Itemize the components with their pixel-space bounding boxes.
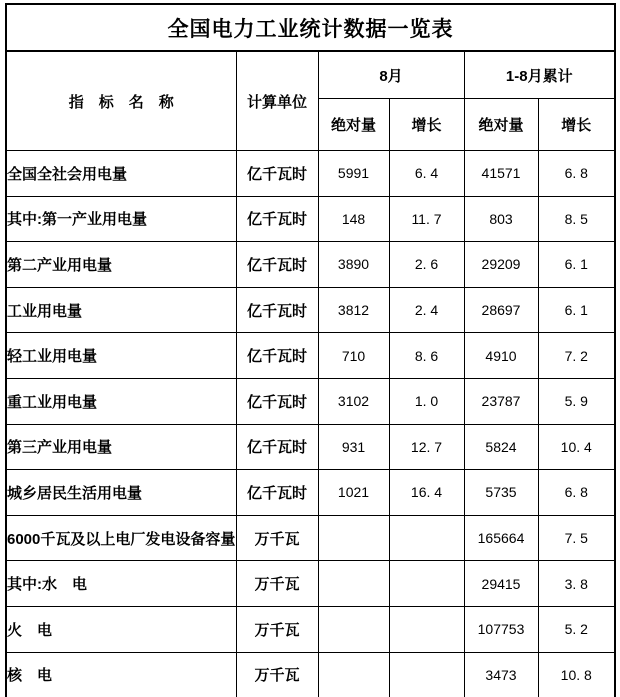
cumulative-growth-cell: 7. 2 <box>538 333 615 379</box>
august-growth-cell: 1. 0 <box>389 378 464 424</box>
table-row <box>6 424 615 470</box>
unit-cell: 亿千瓦时 <box>236 151 318 197</box>
august-growth-cell: 2. 6 <box>389 242 464 288</box>
cumulative-growth-cell: 8. 5 <box>538 196 615 242</box>
indicator-name-cell: 城乡居民生活用电量 <box>6 470 236 516</box>
august-growth-cell: 2. 4 <box>389 287 464 333</box>
august-absolute-cell: 3890 <box>318 242 389 288</box>
august-absolute-cell: 5991 <box>318 151 389 197</box>
unit-cell: 万千瓦 <box>236 652 318 697</box>
cumulative-growth-cell: 6. 1 <box>538 287 615 333</box>
cumulative-absolute-cell: 3473 <box>464 652 538 697</box>
august-growth-cell <box>389 606 464 652</box>
header-cumulative-group: 1-8月累计 <box>464 51 615 99</box>
cumulative-absolute-cell: 23787 <box>464 378 538 424</box>
table-row <box>6 333 615 379</box>
table-row <box>6 652 615 697</box>
table-row <box>6 242 615 288</box>
header-row-groups <box>6 51 615 99</box>
unit-cell: 亿千瓦时 <box>236 333 318 379</box>
cumulative-growth-cell: 5. 9 <box>538 378 615 424</box>
unit-cell: 亿千瓦时 <box>236 378 318 424</box>
table-row <box>6 378 615 424</box>
indicator-name-cell: 火 电 <box>6 606 236 652</box>
august-absolute-cell <box>318 515 389 561</box>
indicator-name-cell: 工业用电量 <box>6 287 236 333</box>
table-title-row <box>6 4 615 51</box>
august-absolute-cell: 148 <box>318 196 389 242</box>
power-statistics-table <box>5 3 616 697</box>
august-growth-cell: 11. 7 <box>389 196 464 242</box>
indicator-name-cell: 全国全社会用电量 <box>6 151 236 197</box>
cumulative-absolute-cell: 5824 <box>464 424 538 470</box>
unit-cell: 万千瓦 <box>236 561 318 607</box>
cumulative-absolute-cell: 5735 <box>464 470 538 516</box>
indicator-name-cell: 第三产业用电量 <box>6 424 236 470</box>
august-growth-cell <box>389 561 464 607</box>
header-august-absolute: 绝对量 <box>318 99 389 151</box>
header-august-group: 8月 <box>318 51 464 99</box>
table-row <box>6 470 615 516</box>
unit-cell: 亿千瓦时 <box>236 196 318 242</box>
table-row <box>6 196 615 242</box>
cumulative-absolute-cell: 28697 <box>464 287 538 333</box>
august-growth-cell: 6. 4 <box>389 151 464 197</box>
indicator-name-cell: 轻工业用电量 <box>6 333 236 379</box>
cumulative-absolute-cell: 41571 <box>464 151 538 197</box>
august-absolute-cell: 3102 <box>318 378 389 424</box>
indicator-name-cell: 第二产业用电量 <box>6 242 236 288</box>
header-cumulative-growth: 增长 <box>538 99 615 151</box>
august-growth-cell: 8. 6 <box>389 333 464 379</box>
table-row <box>6 151 615 197</box>
indicator-name-cell: 其中:第一产业用电量 <box>6 196 236 242</box>
cumulative-growth-cell: 6. 8 <box>538 470 615 516</box>
august-absolute-cell: 3812 <box>318 287 389 333</box>
cumulative-absolute-cell: 29209 <box>464 242 538 288</box>
header-august-growth: 增长 <box>389 99 464 151</box>
cumulative-growth-cell: 5. 2 <box>538 606 615 652</box>
august-absolute-cell <box>318 606 389 652</box>
august-growth-cell: 12. 7 <box>389 424 464 470</box>
header-unit: 计算单位 <box>236 51 318 151</box>
cumulative-growth-cell: 6. 8 <box>538 151 615 197</box>
cumulative-growth-cell: 3. 8 <box>538 561 615 607</box>
cumulative-growth-cell: 10. 4 <box>538 424 615 470</box>
header-indicator-name: 指 标 名 称 <box>6 51 236 151</box>
unit-cell: 亿千瓦时 <box>236 287 318 333</box>
august-absolute-cell: 710 <box>318 333 389 379</box>
august-absolute-cell: 931 <box>318 424 389 470</box>
unit-cell: 亿千瓦时 <box>236 242 318 288</box>
unit-cell: 亿千瓦时 <box>236 424 318 470</box>
table-row <box>6 606 615 652</box>
unit-cell: 亿千瓦时 <box>236 470 318 516</box>
august-absolute-cell <box>318 652 389 697</box>
header-cumulative-absolute: 绝对量 <box>464 99 538 151</box>
indicator-name-cell: 重工业用电量 <box>6 378 236 424</box>
cumulative-growth-cell: 7. 5 <box>538 515 615 561</box>
cumulative-growth-cell: 6. 1 <box>538 242 615 288</box>
cumulative-growth-cell: 10. 8 <box>538 652 615 697</box>
table-title: 全国电力工业统计数据一览表 <box>6 4 615 51</box>
august-absolute-cell: 1021 <box>318 470 389 516</box>
cumulative-absolute-cell: 165664 <box>464 515 538 561</box>
august-growth-cell <box>389 652 464 697</box>
cumulative-absolute-cell: 107753 <box>464 606 538 652</box>
unit-cell: 万千瓦 <box>236 606 318 652</box>
table-row <box>6 515 615 561</box>
table-row <box>6 287 615 333</box>
august-growth-cell <box>389 515 464 561</box>
indicator-name-cell: 其中:水 电 <box>6 561 236 607</box>
indicator-name-cell: 核 电 <box>6 652 236 697</box>
cumulative-absolute-cell: 4910 <box>464 333 538 379</box>
unit-cell: 万千瓦 <box>236 515 318 561</box>
august-growth-cell: 16. 4 <box>389 470 464 516</box>
indicator-name-cell: 6000千瓦及以上电厂发电设备容量 <box>6 515 236 561</box>
cumulative-absolute-cell: 803 <box>464 196 538 242</box>
table-row <box>6 561 615 607</box>
cumulative-absolute-cell: 29415 <box>464 561 538 607</box>
august-absolute-cell <box>318 561 389 607</box>
